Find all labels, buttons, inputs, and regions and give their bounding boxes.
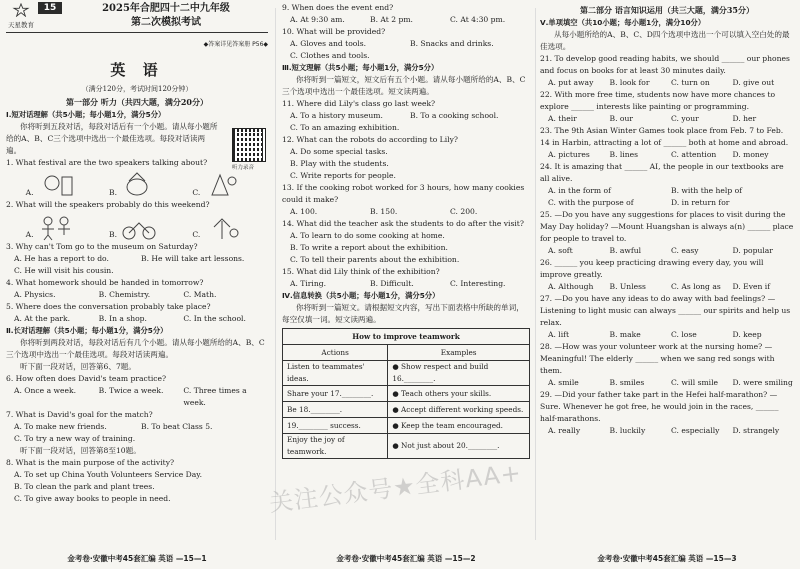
page-column-3 <box>540 0 794 569</box>
option-c[interactable]: C. To tell their parents about the exhibition. <box>290 255 460 264</box>
options <box>540 245 794 257</box>
options <box>6 289 268 301</box>
question-8: 8. What is the main purpose of the activity? <box>6 458 175 467</box>
table-caption: How to improve teamwork <box>283 329 530 345</box>
option-b[interactable]: B. To clean the park and plant trees. <box>14 482 155 491</box>
options <box>540 377 794 389</box>
question-11: 11. Where did Lily's class go last week? <box>282 99 436 108</box>
page-footer-3: 金考卷·安徽中考45套汇编 英语 —15—3 <box>597 554 737 563</box>
section5-instructions: 从每小题所给的A、B、C、D四个选项中选出一个可以填入空白处的最佳选项。 <box>540 30 790 51</box>
options <box>282 14 530 26</box>
question-10: 10. What will be provided? <box>282 27 386 36</box>
question-2: 2. What will the speakers probably do this weekend? <box>6 200 210 209</box>
option-b[interactable]: B. At 2 pm. <box>370 15 413 24</box>
option-a[interactable]: A. Although <box>548 282 594 291</box>
option-b[interactable]: B. our <box>609 114 634 123</box>
qr-code[interactable] <box>232 128 266 162</box>
part2-heading: 第二部分 语言知识运用（共三大题，满分35分） <box>580 5 754 15</box>
question-24: 24. It is amazing that ______ AI, the people in our textbooks are all alive. <box>540 162 784 183</box>
section2-instructions: 你将听到两段对话，每段对话后有几个小题。请从每小题所给的A、B、C三个选项中选出一个最佳选项。每段对话读两遍。 <box>6 338 265 359</box>
subject-title: 英 语 <box>110 61 164 79</box>
option-d[interactable]: D. strangely <box>732 426 780 435</box>
picture-option-c[interactable]: C. <box>192 213 248 241</box>
section2-sub1: 听下面一段对话，回答第6、7题。 <box>20 362 136 371</box>
option-b[interactable]: B. He will take art lessons. <box>141 254 245 263</box>
picture-option-a[interactable]: A. <box>26 213 82 241</box>
option-a[interactable]: A. lift <box>548 330 570 339</box>
option-d[interactable]: D. Even if <box>732 282 771 291</box>
option-b[interactable]: B. lines <box>609 150 639 159</box>
option-a[interactable]: A. Once a week. <box>14 386 77 395</box>
options <box>540 185 794 197</box>
options <box>282 158 530 170</box>
part1-heading: 第一部分 听力（共四大题，满分20分） <box>66 97 208 107</box>
paper-number-badge: 15 <box>38 2 62 14</box>
options <box>282 146 530 158</box>
option-b[interactable]: B. To a cooking school. <box>410 111 499 120</box>
options <box>282 254 530 266</box>
option-b[interactable]: B. awful <box>609 246 642 255</box>
question-26: 26. ______ you keep practicing drawing every day, you will improve greatly. <box>540 258 764 279</box>
question-27: 27. —Do you have any ideas to do away with bad feelings? —Listening to light music can always ______ our spirits and help us relax. <box>540 294 791 327</box>
section5-title: Ⅴ.单项填空（共10小题；每小题1分，满分10分） <box>540 18 706 27</box>
option-a[interactable]: A. Do some special tasks. <box>290 147 388 156</box>
question-25: 25. —Do you have any suggestions for places to visit during the May Day holiday? —Mount Huangshan is always a(n) ______ place for people to travel to. <box>540 210 794 243</box>
picture-option-c[interactable]: C. <box>192 171 248 199</box>
option-a[interactable]: A. To make new friends. <box>14 422 107 431</box>
option-c[interactable]: C. In the school. <box>183 314 246 323</box>
option-c[interactable]: C. easy <box>671 246 699 255</box>
question-9: 9. When does the event end? <box>282 3 394 12</box>
options <box>540 113 794 125</box>
option-a[interactable]: A. Physics. <box>14 290 56 299</box>
option-c[interactable]: C. attention <box>671 150 717 159</box>
option-d[interactable]: D. keep <box>732 330 762 339</box>
option-c[interactable]: C. Three times a week. <box>183 386 247 407</box>
question-5: 5. Where does the conversation probably take place? <box>6 302 211 311</box>
option-b[interactable]: B. Twice a week. <box>98 386 164 395</box>
option-b[interactable]: B. Unless <box>609 282 646 291</box>
question-6: 6. How often does David's team practice? <box>6 374 167 383</box>
option-a[interactable]: A. put away <box>548 78 594 87</box>
option-a[interactable]: A. To set up China Youth Volunteers Service Day. <box>14 470 202 479</box>
watermark: 关注公众号★全科AA+ <box>267 458 524 518</box>
options <box>6 481 268 493</box>
option-b[interactable]: B. look for <box>609 78 650 87</box>
table-header: Actions <box>283 345 388 361</box>
option-a[interactable]: A. 100. <box>290 207 318 216</box>
option-b[interactable]: B. with the help of <box>671 186 743 195</box>
table-row: Enjoy the joy of teamwork. ● Not just about 20.________. <box>283 434 530 459</box>
option-d[interactable]: D. popular <box>732 246 773 255</box>
question-29: 29. —Did your father take part in the Hefei half-marathon? —Sure. Whenever he got free, he would join in the races, ______ half-marathons. <box>540 390 779 423</box>
table-header: Examples <box>388 345 530 361</box>
picture-option-a[interactable]: A. <box>26 171 82 199</box>
picture-option-b[interactable]: B. <box>109 171 165 199</box>
option-d[interactable]: D. money <box>732 150 769 159</box>
option-c[interactable]: C. 200. <box>450 207 478 216</box>
question-14: 14. What did the teacher ask the students to do after the visit? <box>282 219 524 228</box>
table-row: Share your 17.________. ● Teach others your skills. <box>283 386 530 402</box>
qr-label: 听力录音 <box>232 165 255 171</box>
option-b[interactable]: B. Snacks and drinks. <box>410 39 494 48</box>
question-22: 22. With more free time, students now have more chances to explore ______ interests like painting or programming. <box>540 90 776 111</box>
option-c[interactable]: C. Math. <box>183 290 217 299</box>
option-c[interactable]: C. Clothes and tools. <box>290 51 370 60</box>
question-28: 28. —How was your volunteer work at the nursing home? —Meaningful! The elderly ______ when we sang red songs with them. <box>540 342 775 375</box>
options <box>282 242 530 254</box>
section3-instructions: 你将听到一篇短文，短文后有五个小题。请从每小题所给的A、B、C三个选项中选出一个最佳选项。短文读两遍。 <box>282 75 526 96</box>
score-note: （满分120分，考试时间120分钟） <box>81 85 193 93</box>
question-1-pictures <box>6 169 268 199</box>
option-a[interactable]: A. At 9:30 am. <box>290 15 345 24</box>
option-a[interactable]: A. really <box>548 426 581 435</box>
options <box>540 77 794 89</box>
options <box>282 50 530 62</box>
option-a[interactable]: A. To a history museum. <box>290 111 383 120</box>
option-a[interactable]: A. soft <box>548 246 573 255</box>
option-d[interactable]: D. give out <box>732 78 775 87</box>
options <box>6 265 268 277</box>
options <box>540 329 794 341</box>
answer-note: ◆答案详见答案册 P56◆ <box>203 41 268 48</box>
option-b[interactable]: B. In a shop. <box>98 314 147 323</box>
exam-header <box>6 0 268 38</box>
option-c[interactable]: C. As long as <box>671 282 721 291</box>
options <box>6 433 268 445</box>
section3-title: Ⅲ.短文理解（共5小题；每小题1分，满分5分） <box>282 63 439 72</box>
option-a[interactable]: A. Gloves and tools. <box>290 39 367 48</box>
question-21: 21. To develop good reading habits, we should ______ our phones and focus on books for at least 30 minutes daily. <box>540 54 790 75</box>
option-a[interactable]: A. He has a report to do. <box>14 254 109 263</box>
options <box>282 278 530 290</box>
options <box>540 425 794 437</box>
options <box>6 493 268 505</box>
option-c[interactable]: C. To an amazing exhibition. <box>290 123 400 132</box>
teamwork-table <box>282 328 530 459</box>
section2-sub2: 听下面一段对话，回答第8至10题。 <box>20 446 141 455</box>
option-b[interactable]: B. To write a report about the exhibition. <box>290 243 448 252</box>
option-d[interactable]: D. her <box>732 114 757 123</box>
options <box>6 469 268 481</box>
option-a[interactable]: A. To learn to do some cooking at home. <box>290 231 445 240</box>
option-b[interactable]: B. To beat Class 5. <box>141 422 213 431</box>
options <box>6 313 268 325</box>
option-a[interactable]: A. their <box>548 114 577 123</box>
option-b[interactable]: B. Play with the students. <box>290 159 389 168</box>
option-c[interactable]: C. To try a new way of training. <box>14 434 136 443</box>
question-7: 7. What is David's goal for the match? <box>6 410 153 419</box>
options <box>282 110 530 122</box>
question-13: 13. If the cooking robot worked for 3 hours, how many cookies could it make? <box>282 183 525 204</box>
star-logo-icon <box>12 3 30 17</box>
section4-title: Ⅳ.信息转换（共5小题；每小题1分，满分5分） <box>282 291 440 300</box>
option-c[interactable]: C. especially <box>671 426 720 435</box>
exam-title: 2025年合肥四十二中九年级 第二次模拟考试 <box>102 3 230 28</box>
page-column-1 <box>6 0 268 569</box>
publisher-name: 天星教育 <box>8 21 34 29</box>
questions-3-5 <box>6 241 268 325</box>
question-2-pictures <box>6 211 268 241</box>
option-a[interactable]: A. At the park. <box>14 314 71 323</box>
option-c[interactable]: C. Interesting. <box>450 279 506 288</box>
option-b[interactable]: B. 150. <box>370 207 398 216</box>
table-row: Listen to teammates' ideas. ● Show respect and build 16.________. <box>283 361 530 386</box>
options <box>282 206 530 218</box>
section1-title: Ⅰ.短对话理解（共5小题；每小题1分，满分5分） <box>6 110 166 119</box>
page-footer-1: 金考卷·安徽中考45套汇编 英语 —15—1 <box>67 554 207 563</box>
table-row: Be 18.________. ● Accept different working speeds. <box>283 402 530 418</box>
question-23: 23. The 9th Asian Winter Games took place from Feb. 7 to Feb. 14 in Harbin, attracting a lot of ______ both at home and abroad. <box>540 126 789 147</box>
options <box>282 230 530 242</box>
option-b[interactable]: B. Chemistry. <box>98 290 151 299</box>
option-d[interactable]: D. in return for <box>671 198 730 207</box>
option-a[interactable]: A. in the form of <box>548 186 611 195</box>
options <box>6 385 268 409</box>
table-row: 19.________ success. ● Keep the team encouraged. <box>283 418 530 434</box>
options <box>6 253 268 265</box>
option-b[interactable]: B. smiles <box>609 378 645 387</box>
option-b[interactable]: B. luckily <box>609 426 646 435</box>
options <box>540 149 794 161</box>
option-c[interactable]: C. To give away books to people in need. <box>14 494 171 503</box>
option-c[interactable]: C. with the purpose of <box>548 198 634 207</box>
option-c[interactable]: C. lose <box>671 330 697 339</box>
option-b[interactable]: B. make <box>609 330 641 339</box>
section2-title: Ⅱ.长对话理解（共5小题；每小题1分，满分5分） <box>6 326 168 335</box>
page-footer-2: 金考卷·安徽中考45套汇编 英语 —15—2 <box>336 554 476 563</box>
option-c[interactable]: C. He will visit his cousin. <box>14 266 114 275</box>
picture-option-b[interactable]: B. <box>109 213 165 241</box>
option-a[interactable]: A. smile <box>548 378 579 387</box>
options <box>282 38 530 50</box>
options <box>6 421 268 433</box>
option-c[interactable]: C. At 4:30 pm. <box>450 15 506 24</box>
question-1: 1. What festival are the two speakers talking about? <box>6 158 208 167</box>
option-c[interactable]: C. your <box>671 114 699 123</box>
option-c[interactable]: C. will smile <box>671 378 719 387</box>
option-a[interactable]: A. Tiring. <box>290 279 327 288</box>
question-15: 15. What did Lily think of the exhibition? <box>282 267 440 276</box>
section4-instructions: 你将听到一篇短文。请根据短文内容，写出下面表格中所缺的单词，每空仅填一词。短文读两遍。 <box>282 303 524 324</box>
question-3: 3. Why can't Tom go to the museum on Saturday? <box>6 242 198 251</box>
section1-instructions: 你将听到五段对话，每段对话后有一个小题。请从每小题所给的A、B、C三个选项中选出一个最佳选项。每段对话读两遍。 <box>6 122 218 155</box>
options <box>282 170 530 182</box>
option-b[interactable]: B. Difficult. <box>370 279 414 288</box>
option-c[interactable]: C. turn on <box>671 78 710 87</box>
options <box>540 281 794 293</box>
options <box>540 197 794 209</box>
option-c[interactable]: C. Write reports for people. <box>290 171 396 180</box>
question-4: 4. What homework should be handed in tomorrow? <box>6 278 204 287</box>
option-d[interactable]: D. were smiling <box>732 378 793 387</box>
question-12: 12. What can the robots do according to Lily? <box>282 135 458 144</box>
option-a[interactable]: A. pictures <box>548 150 590 159</box>
options <box>282 122 530 134</box>
